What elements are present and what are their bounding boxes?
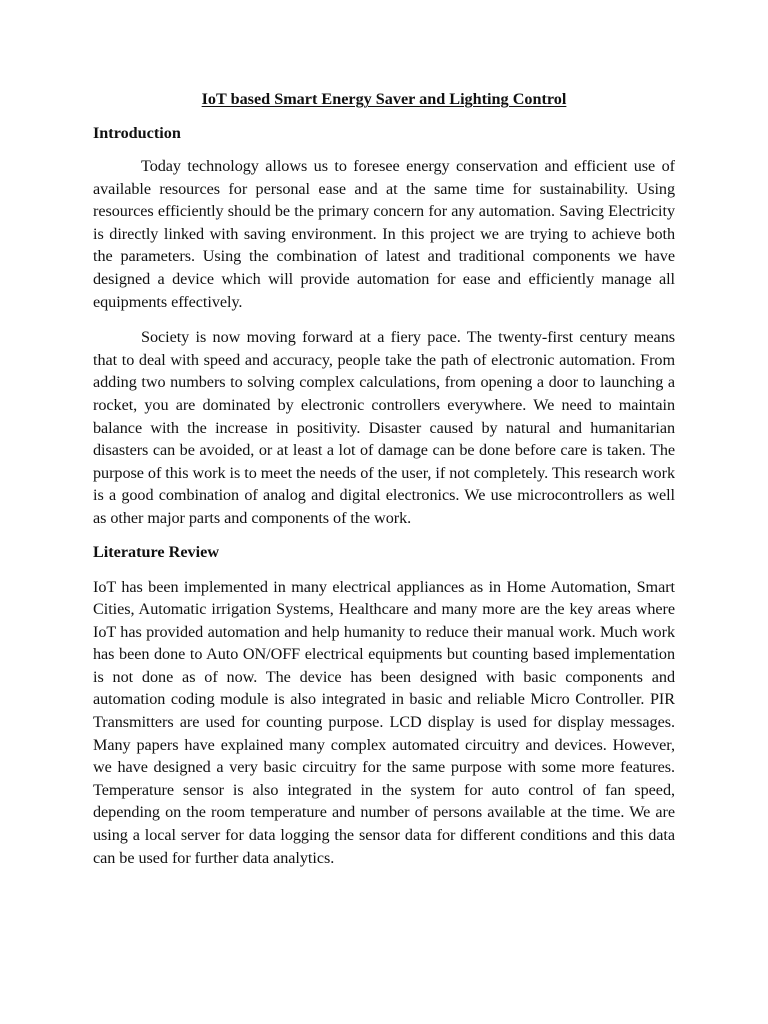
document-page [93,88,675,988]
document-title: IoT based Smart Energy Saver and Lighting Control [201,90,567,108]
section-heading-literature-review: Literature Review [93,542,220,561]
introduction-paragraph-2: Society is now moving forward at a fiery pace. The twenty-first century means that to deal with speed and accuracy, people take the path of electronic automation. From adding two numbers to solving complex calculations, from opening a door to launching a rocket, you are dominated by electronic controllers everywhere. We need to maintain balance with the increase in positivity. Disaster caused by natural and humanitarian disasters can be avoided, or at least a lot of damage can be done before care is taken. The purpose of this work is to meet the needs of the user, if not completely. This research work is a good combination of analog and digital electronics. We use microcontrollers as well as other major parts and components of the work. [93,328,675,527]
section-heading-introduction: Introduction [93,124,181,142]
introduction-paragraph-1: Today technology allows us to foresee energy conservation and efficient use of available resources for personal ease and at the same time for sustainability. Using resources efficiently should be the primary concern for any automation. Saving Electricity is directly linked with saving environment. In this project we are trying to achieve both the parameters. Using the combination of latest and traditional components we have designed a device which will provide automation for ease and efficiently manage all equipments effectively. [93,157,675,311]
literature-review-paragraph: IoT has been implemented in many electrical appliances as in Home Automation, Smart Cities, Automatic irrigation Systems, Healthcare and many more are the key areas where IoT has provided automation and help humanity to reduce their manual work. Much work has been done to Auto ON/OFF electrical equipments but counting based implementation is not done as of now. The device has been designed with basic components and automation coding module is also integrated in basic and reliable Micro Controller. PIR Transmitters are used for counting purpose. LCD display is used for display messages. Many papers have explained many complex automated circuitry and devices. However, we have designed a very basic circuitry for the same purpose with some more features. Temperature sensor is also integrated in the system for auto control of fan speed, depending on the room temperature and number of persons available at the time. We are using a local server for data logging the sensor data for different conditions and this data can be used for further data analytics. [93,577,675,867]
